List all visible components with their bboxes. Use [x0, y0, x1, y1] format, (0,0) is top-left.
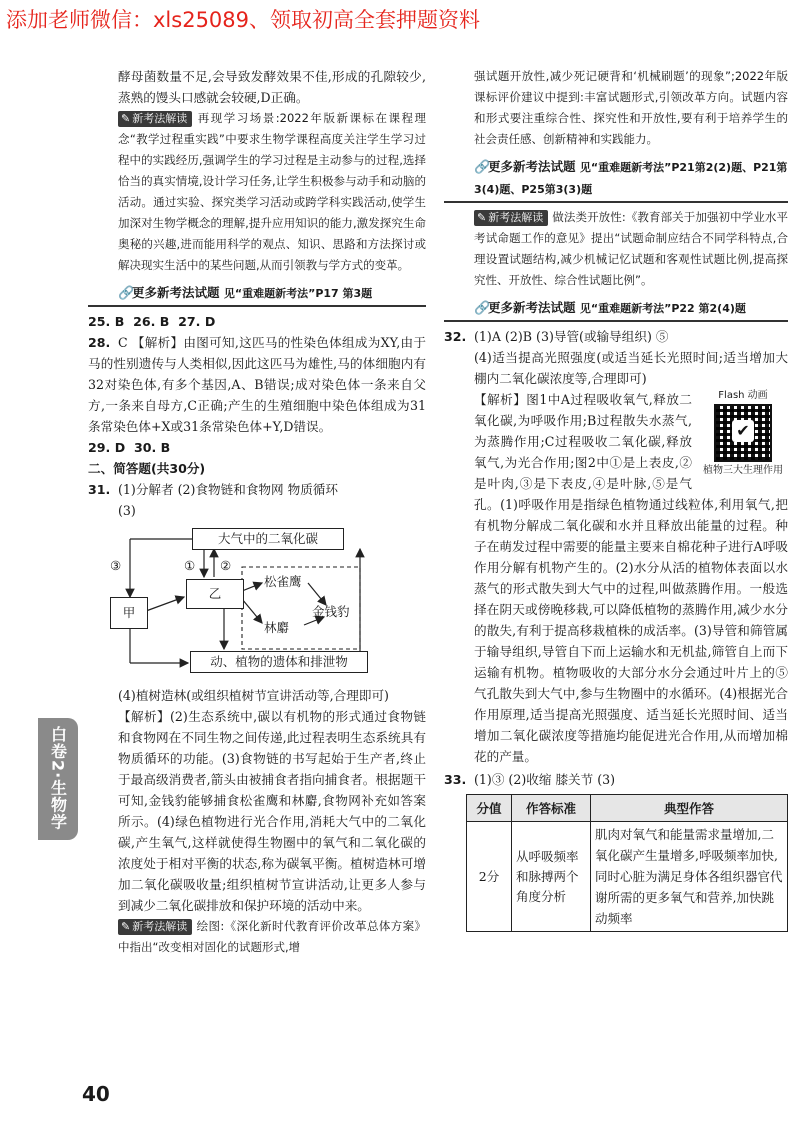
- food-web-diagram: [100, 525, 426, 681]
- section-heading: 二、简答题(共30分): [88, 461, 206, 476]
- more-ref: 见“重难题新考法”P21第2(2)题、P21第3(4)题、P25第3(3)题: [474, 161, 788, 196]
- answer-28-text: C 【解析】由图可知,这匹马的性染色体组成为XY,由于马的性别遗传与人类相似,因此这匹马为雄性,马的体细胞内有32对染色体,有多个基因,A、B错误;成对染色体一条来自父方,一条来自母方,C正确;产生的生殖细胞中染色体组成为31条常染色体+X或31条常染色体+Y,D错误。: [88, 335, 426, 434]
- answer-33-text: (1)③ (2)收缩 膝关节 (3): [474, 772, 616, 787]
- answer-32-part1: (1)A (2)B (3)导管(或输导组织) ⑤: [474, 329, 669, 344]
- yi-box: 乙: [186, 579, 244, 609]
- exam-note: [444, 207, 788, 291]
- question-number: 32.: [444, 329, 467, 344]
- answer-25: 25. B: [88, 314, 125, 329]
- scoring-table: [466, 794, 788, 932]
- linshe-label: 林麝: [264, 620, 290, 635]
- right-column: [444, 66, 788, 932]
- side-tab-label: 白卷2·生物学: [48, 726, 68, 831]
- note-tag: ✎ 新考法解读: [474, 210, 548, 226]
- answer-31-part4: (4)植树造林(或组织植树节宣讲活动等,合理即可): [118, 688, 389, 703]
- songquewing-label: 松雀鹰: [264, 574, 302, 589]
- link-icon: 🔗: [474, 160, 491, 175]
- remains-box: 动、植物的遗体和排泄物: [190, 651, 368, 673]
- exam-note-2: [88, 916, 426, 958]
- answer-32-analysis: 【解析】图1中A过程吸收氧气,释放二氧化碳,为呼吸作用;B过程散失水蒸气,为蒸腾作用;C过程吸收二氧化碳,释放氧气,为光合作用;图2中①是上表皮,②是叶肉,③是下表皮,④是叶脉,⑤是气孔。(1)呼吸作用是指绿色植物通过线粒体,利用氧气,把有机物分解成二氧化碳和水并且释放出能量的过程。种子在萌发过程中需要的能量主要来自棉花种子进行A呼吸作用分解有机物产生的。(2)水分从活的植物体表面以水蒸气的形式散失到大气中的过程,叫做蒸腾作用。一般选择在阴天或傍晚移栽,可以降低植物的蒸腾作用,减少水分的散失,有利于提高移栽植株的成活率。(3)导管和筛管属于输导组织,导管自下而上运输水和无机盐,筛管自上而下运输有机物。植物吸收的大部分水分会通过叶片上的⑤气孔散失到大气中,参与生物圈中的水循环。(4)根据光合作用原理,适当提高光照强度、适当延长光照时间、适当增加二氧化碳浓度等措施均能促进光合作用,从而增加棉花的产量。: [474, 392, 788, 764]
- answer-31-part3-label: (3): [118, 503, 136, 518]
- answer-31: [88, 479, 426, 500]
- answer-29: 29. D: [88, 440, 126, 455]
- answer-33: [444, 769, 788, 790]
- answer-26: 26. B: [133, 314, 170, 329]
- qr-code-icon[interactable]: [714, 404, 772, 462]
- jia-box: 甲: [110, 597, 148, 629]
- table-header: 作答标准: [512, 795, 591, 822]
- promo-banner: 添加老师微信：xls25089、领取初高全套押题资料: [6, 8, 481, 32]
- label-3: ③: [110, 558, 122, 573]
- question-number: 28.: [88, 335, 111, 350]
- table-header: 分值: [467, 795, 512, 822]
- more-title: 更多新考法试题: [132, 285, 220, 300]
- more-title: 更多新考法试题: [488, 159, 576, 174]
- answer-32-part4: (4)适当提高光照强度(或适当延长光照时间;适当增加大棚内二氧化碳浓度等,合理即可): [474, 350, 788, 386]
- more-questions-ref-2: [444, 297, 788, 322]
- answer-30: 30. B: [133, 440, 171, 455]
- note-text: 再现学习场景:2022年版新课标在课程理念“教学过程重实践”中要求生物学课程高度关注学生学习过程中的实践经历,强调学生的学习过程是主动参与的过程,选择恰当的真实情境,设计学习任务,让学生积极参与动手和动脑的活动。通过实验、探究类学习活动或跨学科实践活动,使学生加深对生物学概念的理解,提升应用知识的能力,激发探究生命奥秘的兴趣,进而能用科学的观点、知识、思路和方法探讨或解决现实生活中的某些问题,从而引领教与学方式的变革。: [118, 111, 426, 272]
- answer-28: [88, 332, 426, 437]
- link-icon: 🔗: [474, 301, 491, 316]
- answer-31-analysis: 【解析】(2)生态系统中,碳以有机物的形式通过食物链和食物网在不同生物之间传递,此过程表明生态系统具有物质循环的功能。(3)食物链的书写起始于生产者,终止于最高级消费者,箭头由被捕食者指向捕食者。根据题干可知,金钱豹能够捕食松雀鹰和林麝,食物网补充如答案所示。(4)绿色植物进行光合作用,消耗大气中的二氧化碳,产生氧气,这样就使得生物圈中的氧气和二氧化碳的浓度处于相对平衡的状态,称为碳氧平衡。植树造林可增加二氧化碳吸收量;组织植树节宣讲活动,让更多人参与到减少二氧化碳排放和保护环境的活动中来。: [118, 709, 426, 913]
- note-tag: ✎ 新考法解读: [118, 919, 192, 935]
- answer-24-tail: 酵母菌数量不足,会导致发酵效果不佳,形成的孔隙较少,蒸熟的馒头口感就会较硬,D正确。: [118, 69, 426, 105]
- qr-widget[interactable]: [698, 389, 788, 477]
- question-number: 33.: [444, 772, 467, 787]
- note-text: 做法类开放性:《教育部关于加强初中学业水平考试命题工作的意见》提出“试题命制应结合不同学科特点,合理设置试题结构,减少机械记忆试题和客观性试题比例,提高探究性、开放性、综合性试题比例”。: [474, 210, 788, 287]
- answer-31-part1: (1)分解者 (2)食物链和食物网 物质循环: [118, 482, 338, 497]
- qr-title: Flash 动画: [718, 390, 768, 401]
- table-header: 典型作答: [591, 795, 788, 822]
- table-header-row: [467, 795, 788, 822]
- note-tag: ✎ 新考法解读: [118, 111, 192, 127]
- arrow-yi-que: [242, 583, 262, 591]
- answer-32: [444, 326, 788, 347]
- answers-25-27: [88, 311, 426, 332]
- table-cell: 肌肉对氧气和能量需求量增加,二氧化碳产生量增多,呼吸频率加快,同时心脏为满足身体各组织器官代谢所需的更多氧气和营养,加快跳动频率: [591, 822, 788, 932]
- label-2: ②: [220, 558, 232, 573]
- more-ref: 见“重难题新考法”P17 第3题: [223, 287, 373, 300]
- qr-caption: 植物三大生理作用: [703, 465, 783, 476]
- table-cell: 从呼吸频率和脉搏两个角度分析: [512, 822, 591, 932]
- left-column: [88, 66, 426, 958]
- answers-29-30: [88, 437, 426, 458]
- exam-note: [88, 108, 426, 276]
- more-ref: 见“重难题新考法”P22 第2(4)题: [579, 302, 746, 315]
- co2-box: 大气中的二氧化碳: [192, 528, 344, 550]
- answer-27: 27. D: [178, 314, 216, 329]
- arrow-jia-yi: [146, 597, 184, 611]
- table-row: [467, 822, 788, 932]
- question-number: 31.: [88, 482, 111, 497]
- link-icon: 🔗: [118, 286, 135, 301]
- answer-32-analysis-block: [444, 389, 788, 767]
- note-continued: 强试题开放性,减少死记硬背和‘机械刷题’的现象”;2022年版课标评价建议中提到:丰富试题形式,引领改革方向。试题内容和形式要注重综合性、探究性和开放性,要有利于培养学生的社会责任感、创新精神和实践能力。: [474, 69, 788, 146]
- more-title: 更多新考法试题: [488, 300, 576, 315]
- arrow-yi-she: [242, 599, 262, 623]
- table-cell: 2分: [467, 822, 512, 932]
- jinqianbao-label: 金钱豹: [312, 604, 350, 619]
- note-text: 绘图:《深化新时代教育评价改革总体方案》中指出“改变相对固化的试题形式,增: [118, 919, 426, 954]
- side-tab: [38, 718, 78, 840]
- page-number: 40: [82, 1082, 110, 1106]
- more-questions-ref: [88, 282, 426, 307]
- more-questions-ref: [444, 156, 788, 203]
- label-1: ①: [184, 558, 196, 573]
